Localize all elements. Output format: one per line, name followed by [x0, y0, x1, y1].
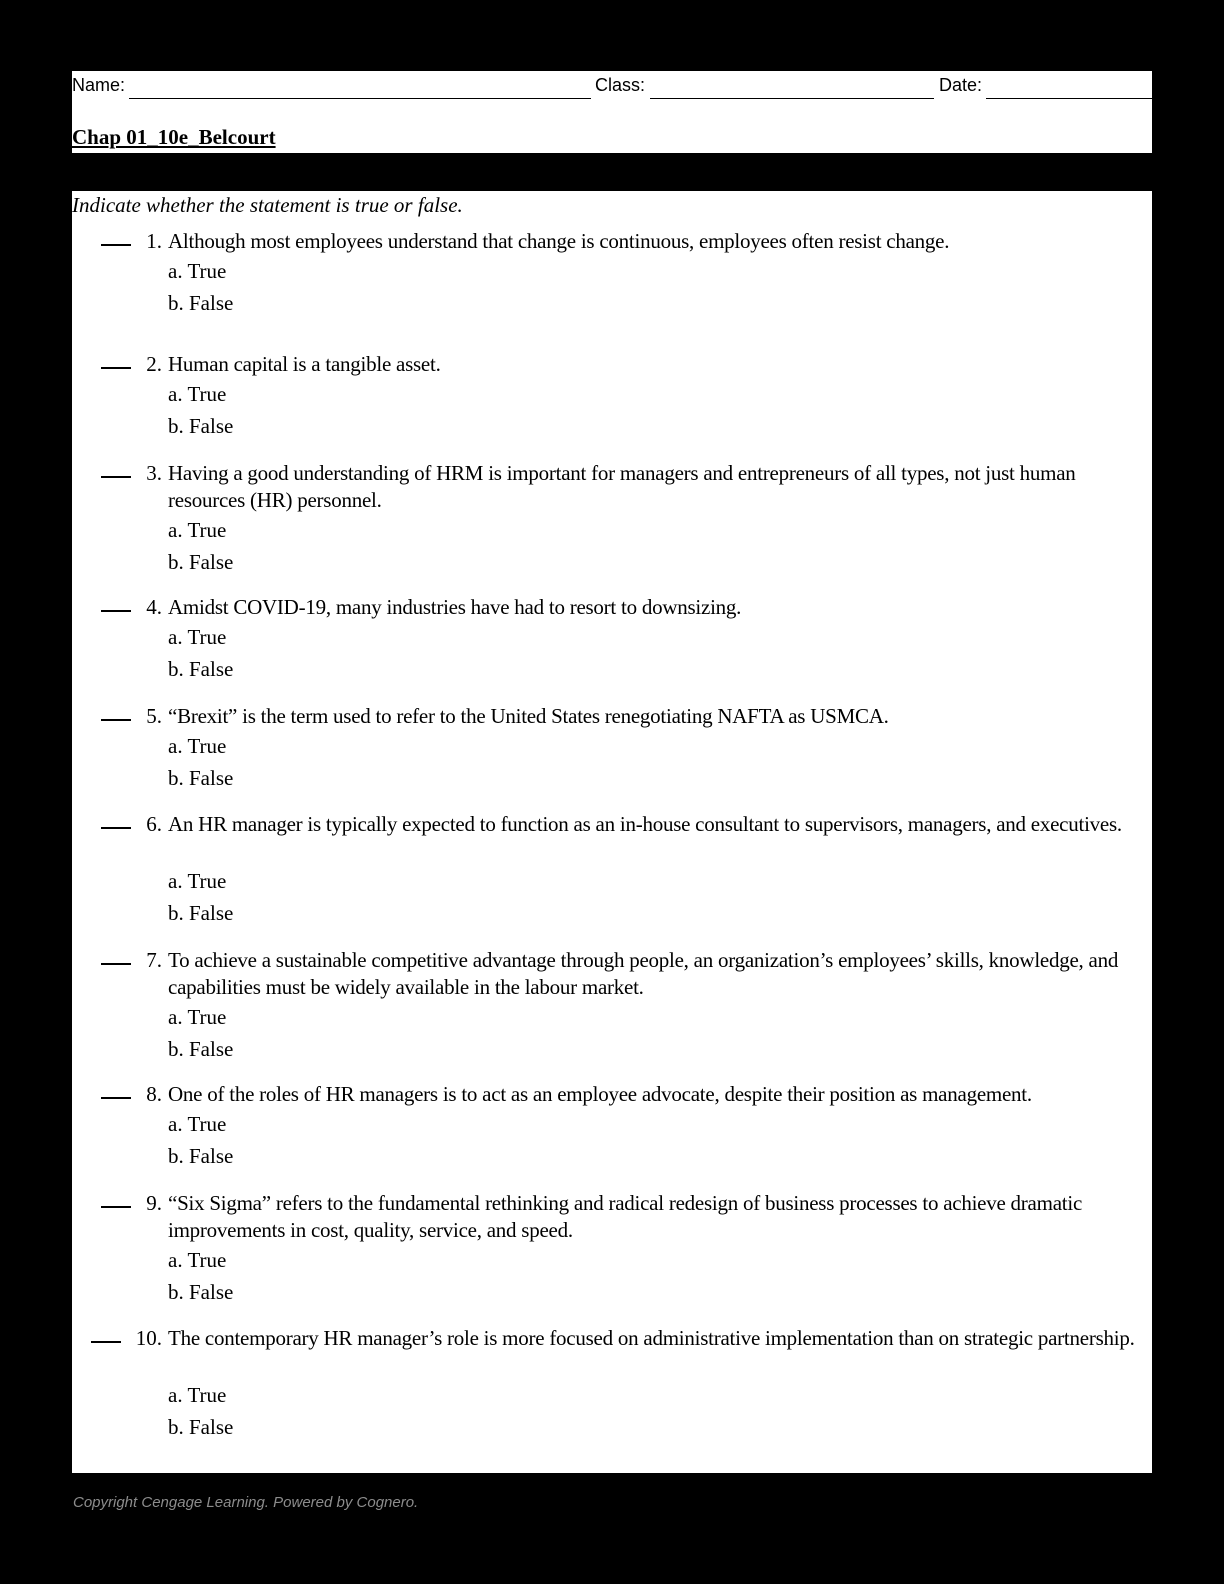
question-text: Although most employees understand that change is continuous, employees often resist change.: [168, 229, 950, 253]
question-number: 10.: [135, 1326, 162, 1350]
question-number: 4.: [146, 595, 162, 619]
question-text: Human capital is a tangible asset.: [168, 352, 441, 376]
chapter-title: Chap 01_10e_Belcourt: [72, 125, 276, 149]
copyright-footer: Copyright Cengage Learning. Powered by Cognero.: [73, 1494, 419, 1511]
question-number: 3.: [146, 461, 162, 485]
option-true[interactable]: a. True: [168, 518, 227, 542]
option-false[interactable]: b. False: [168, 1037, 234, 1061]
question-number: 2.: [146, 352, 162, 376]
class-label: Class:: [595, 75, 646, 95]
quiz-section: [72, 191, 1152, 1473]
header-box: [72, 71, 1152, 153]
option-false[interactable]: b. False: [168, 291, 234, 315]
option-true[interactable]: a. True: [168, 625, 227, 649]
option-true[interactable]: a. True: [168, 1383, 227, 1407]
option-true[interactable]: a. True: [168, 869, 227, 893]
option-false[interactable]: b. False: [168, 414, 234, 438]
question-number: 7.: [146, 948, 162, 972]
option-true[interactable]: a. True: [168, 734, 227, 758]
option-false[interactable]: b. False: [168, 550, 234, 574]
question-text: To achieve a sustainable competitive advantage through people, an organization’s employees’ skills, knowledge, and capabilities must be widely available in the labour market.: [168, 948, 1119, 999]
class-field[interactable]: [650, 98, 934, 99]
question-text: Amidst COVID-19, many industries have had to resort to downsizing.: [168, 595, 742, 619]
date-label: Date:: [939, 75, 983, 95]
option-false[interactable]: b. False: [168, 657, 234, 681]
question-number: 9.: [146, 1191, 162, 1215]
question-text: The contemporary HR manager’s role is more focused on administrative implementation than on strategic partnership.: [168, 1326, 1135, 1350]
option-false[interactable]: b. False: [168, 1415, 234, 1439]
option-true[interactable]: a. True: [168, 1112, 227, 1136]
question-text: One of the roles of HR managers is to act as an employee advocate, despite their position as management.: [168, 1082, 1032, 1106]
option-false[interactable]: b. False: [168, 1280, 234, 1304]
option-true[interactable]: a. True: [168, 259, 227, 283]
date-field[interactable]: [986, 98, 1152, 99]
header-fields: [72, 73, 1152, 99]
instructions: Indicate whether the statement is true or false.: [72, 193, 463, 217]
question-number: 6.: [146, 812, 162, 836]
question-text: “Brexit” is the term used to refer to the United States renegotiating NAFTA as USMCA.: [168, 704, 889, 728]
name-label: Name:: [72, 75, 126, 95]
option-false[interactable]: b. False: [168, 901, 234, 925]
question-text: Having a good understanding of HRM is important for managers and entrepreneurs of all types, not just human resources (HR) personnel.: [168, 461, 1076, 512]
answer-blank[interactable]: [91, 1341, 121, 1343]
option-true[interactable]: a. True: [168, 1248, 227, 1272]
name-field[interactable]: [129, 98, 591, 99]
option-false[interactable]: b. False: [168, 766, 234, 790]
question-text: “Six Sigma” refers to the fundamental rethinking and radical redesign of business processes to achieve dramatic improvements in cost, quality, service, and speed.: [168, 1191, 1083, 1242]
question-number: 5.: [146, 704, 162, 728]
option-true[interactable]: a. True: [168, 382, 227, 406]
option-true[interactable]: a. True: [168, 1005, 227, 1029]
question-text: An HR manager is typically expected to function as an in-house consultant to supervisors, managers, and executives.: [168, 812, 1122, 836]
option-false[interactable]: b. False: [168, 1144, 234, 1168]
question-number: 1.: [146, 229, 162, 253]
question-number: 8.: [146, 1082, 162, 1106]
